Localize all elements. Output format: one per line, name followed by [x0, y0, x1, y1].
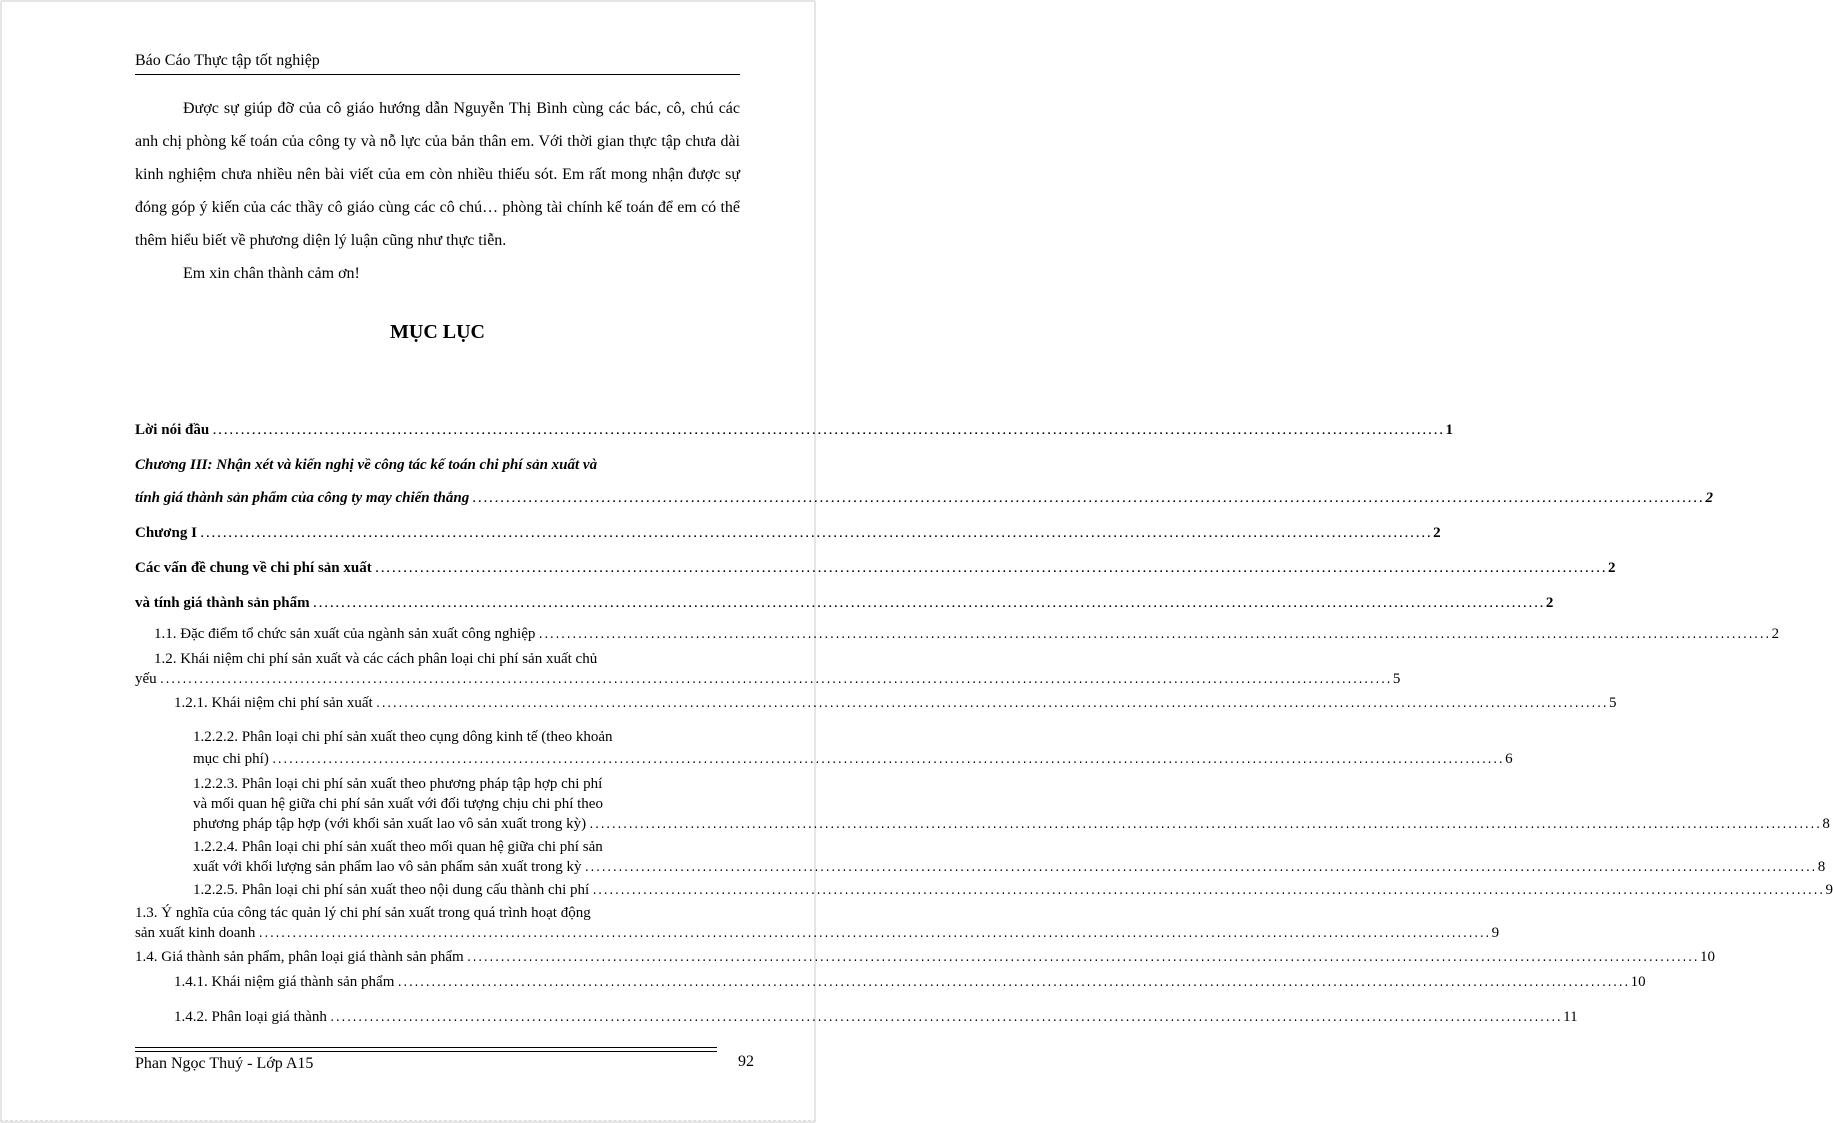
footer-rule — [135, 1047, 717, 1052]
toc-entry-text: 1.4. Giá thành sản phẩm, phân loại giá thành sản phẩm — [135, 949, 464, 965]
toc-entry-text: 1.4.1. Khái niệm giá thành sản phẩm — [174, 974, 395, 990]
toc-entry-text: yếu — [135, 671, 157, 687]
toc-leader: ............................................................................................................................................................................................................................ — [396, 978, 1629, 990]
toc-leader: ............................................................................................................................................................................................................................ — [471, 494, 1704, 506]
toc-entry[interactable] — [135, 420, 1453, 442]
toc-entry-page: 9 — [1491, 925, 1500, 941]
toc-entry[interactable] — [193, 880, 1833, 902]
toc-entry-page: 6 — [1505, 751, 1513, 767]
toc-leader: ............................................................................................................................................................................................................................ — [465, 953, 1698, 965]
toc-entry[interactable] — [174, 972, 1646, 994]
toc-entry[interactable] — [135, 669, 1401, 691]
toc-entry[interactable] — [174, 1007, 1578, 1029]
toc-entry-text: Lời nói đầu — [135, 422, 210, 438]
toc-entry[interactable] — [193, 749, 1513, 771]
toc-entry[interactable] — [135, 593, 1554, 615]
toc-leader: ............................................................................................................................................................................................................................ — [270, 755, 1504, 767]
toc-entry-page: 11 — [1563, 1009, 1578, 1025]
toc-entry[interactable] — [135, 947, 1715, 969]
toc-entry-text: 1.1. Đặc điểm tổ chức sản xuất của ngành sản xuất công nghiệp — [154, 626, 536, 642]
page-number: 92 — [738, 1053, 754, 1070]
toc-leader: ............................................................................................................................................................................................................................ — [158, 675, 1391, 687]
intro-paragraph: Được sự giúp đỡ của cô giáo hướng dẫn Nguyễn Thị Bình cùng các bác, cô, chú các anh chị phòng kế toán của công ty và nỗ lực của bản thân em. Với thời gian thực tập chưa dài kinh nghiệm chưa nhiều nên bài viết của em còn nhiều thiếu sót. Em rất mong nhận được sự đóng góp ý kiến của các thầy cô giáo cùng các cô chú… phòng tài chính kế toán để em có thể thêm hiểu biết về phương diện lý luận cũng như thực tiễn. — [135, 100, 740, 249]
toc-entry[interactable] — [154, 624, 1780, 646]
page-header: Báo Cáo Thực tập tốt nghiệp — [135, 52, 740, 75]
toc-leader: ............................................................................................................................................................................................................................ — [311, 599, 1544, 611]
toc-entry-text: 1.2.2.5. Phân loại chi phí sản xuất theo nội dung cấu thành chi phí — [193, 882, 590, 898]
toc-entry-group — [135, 649, 1401, 691]
toc-entry-page: 1 — [1445, 422, 1453, 438]
toc-entry-page: 2 — [1771, 626, 1780, 642]
toc-entry-line: 1.2.2.3. Phân loại chi phí sản xuất theo phương pháp tập hợp chi phí — [193, 776, 603, 792]
toc-entry-text: Các vấn đề chung về chi phí sản xuất — [135, 560, 372, 576]
toc-entry-text: và tính giá thành sản phẩm — [135, 595, 310, 611]
toc-entry-page: 2 — [1705, 490, 1713, 506]
toc-entry-group — [135, 903, 1500, 945]
toc-leader: ............................................................................................................................................................................................................................ — [374, 699, 1607, 711]
toc-entry-page: 10 — [1699, 949, 1715, 965]
toc-entry-text: phương pháp tập hợp (với khối sản xuất lao vô sản xuất trong kỳ) — [193, 816, 587, 832]
toc-leader: ............................................................................................................................................................................................................................ — [257, 929, 1490, 941]
toc-entry-line: 1.2.2.4. Phân loại chi phí sản xuất theo mối quan hệ giữa chi phí sản — [193, 839, 603, 855]
toc-leader: ............................................................................................................................................................................................................................ — [591, 886, 1824, 898]
closing-thanks: Em xin chân thành cảm ơn! — [183, 265, 360, 282]
toc-entry-line: 1.3. Ý nghĩa của công tác quản lý chi phí sản xuất trong quá trình hoạt động — [135, 905, 591, 921]
toc-entry-text: mục chi phí) — [193, 751, 269, 767]
toc-entry-page: 10 — [1630, 974, 1646, 990]
toc-entry-page: 9 — [1825, 882, 1833, 898]
toc-entry-page: 2 — [1607, 560, 1616, 576]
page-edge-divider — [0, 1120, 816, 1121]
toc-entry-line: 1.2.2.2. Phân loại chi phí sản xuất theo cụng dông kinh tế (theo khoản — [193, 729, 613, 745]
toc-entry-page: 8 — [1822, 816, 1830, 832]
toc-entry[interactable] — [193, 814, 1830, 836]
toc-entry-text: tính giá thành sản phẩm của công ty may chiến thắng — [135, 490, 470, 506]
toc-leader: ............................................................................................................................................................................................................................ — [583, 863, 1816, 875]
toc-entry-text: 1.2.1. Khái niệm chi phí sản xuất — [174, 695, 373, 711]
toc-leader: ............................................................................................................................................................................................................................ — [198, 529, 1432, 541]
toc-leader: ............................................................................................................................................................................................................................ — [537, 630, 1770, 642]
toc-leader: ............................................................................................................................................................................................................................ — [211, 426, 1444, 438]
toc-entry[interactable] — [193, 857, 1826, 879]
toc-entry-text: sản xuất kinh doanh — [135, 925, 256, 941]
toc-entry-line: và mối quan hệ giữa chi phí sản xuất với đối tượng chịu chi phí theo — [193, 796, 603, 812]
toc-entry[interactable] — [135, 923, 1500, 945]
toc-entry-page: 2 — [1545, 595, 1554, 611]
toc-entry-page: 2 — [1433, 525, 1441, 541]
toc-entry-group — [193, 774, 1830, 836]
toc-entry[interactable] — [135, 523, 1441, 545]
toc-entry-group — [135, 455, 1713, 510]
footer-author: Phan Ngọc Thuý - Lớp A15 — [135, 1055, 314, 1072]
toc-entry-page: 8 — [1817, 859, 1826, 875]
toc-entry-line: 1.2. Khái niệm chi phí sản xuất và các cách phân loại chi phí sản xuất chủ — [154, 651, 598, 667]
intro-section — [135, 92, 740, 290]
toc-leader: ............................................................................................................................................................................................................................ — [588, 820, 1821, 832]
toc-entry-group — [193, 837, 1826, 879]
toc-entry-page: 5 — [1608, 695, 1617, 711]
toc-entry[interactable] — [135, 558, 1616, 580]
toc-entry-page: 5 — [1392, 671, 1401, 687]
toc-entry-line: Chương III: Nhận xét và kiến nghị về công tác kế toán chi phí sản xuất và — [135, 457, 598, 473]
toc-leader: ............................................................................................................................................................................................................................ — [373, 564, 1606, 576]
toc-leader: ............................................................................................................................................................................................................................ — [328, 1013, 1562, 1025]
toc-entry-text: Chương I — [135, 525, 197, 541]
toc-title: MỤC LỤC — [390, 321, 485, 343]
toc-entry-text: xuất với khối lượng sản phẩm lao vô sản phẩm sản xuất trong kỳ — [193, 859, 582, 875]
table-of-contents — [135, 420, 1833, 1029]
toc-entry-group — [193, 727, 1513, 771]
toc-entry[interactable] — [174, 693, 1617, 715]
toc-entry[interactable] — [135, 488, 1713, 510]
toc-entry-text: 1.4.2. Phân loại giá thành — [174, 1009, 327, 1025]
